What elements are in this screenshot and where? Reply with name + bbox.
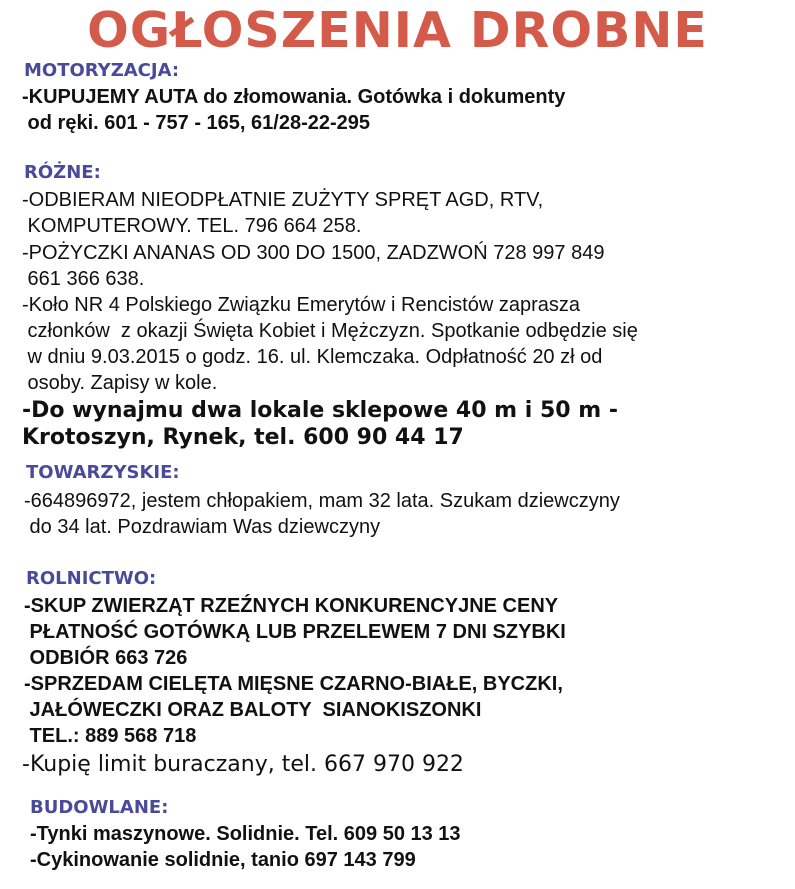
- ad-line: -664896972, jestem chłopakiem, mam 32 lata. Szukam dziewczyny: [24, 490, 620, 512]
- ad-line: -SPRZEDAM CIELĘTA MIĘSNE CZARNO-BIAŁE, BYCZKI,: [24, 673, 563, 695]
- ad-line: -KUPUJEMY AUTA do złomowania. Gotówka i dokumenty: [22, 86, 566, 108]
- section-heading-towarzyskie: TOWARZYSKIE:: [26, 462, 180, 483]
- ad-line: od ręki. 601 - 757 - 165, 61/28-22-295: [22, 112, 370, 134]
- ad-line: do 34 lat. Pozdrawiam Was dziewczyny: [24, 516, 381, 538]
- ad-line: TEL.: 889 568 718: [24, 725, 197, 747]
- ad-line: KOMPUTEROWY. TEL. 796 664 258.: [22, 215, 362, 237]
- ad-line: ODBIÓR 663 726: [24, 647, 188, 669]
- ad-line-highlight: -Do wynajmu dwa lokale sklepowe 40 m i 50 m -: [22, 398, 618, 423]
- page-title: OGŁOSZENIA DROBNE: [87, 2, 708, 59]
- ad-line: -POŻYCZKI ANANAS OD 300 DO 1500, ZADZWOŃ 728 997 849: [22, 242, 605, 264]
- ad-line: członków z okazji Święta Kobiet i Mężczyzn. Spotkanie odbędzie się: [22, 320, 638, 342]
- ad-line: osoby. Zapisy w kole.: [22, 372, 218, 394]
- ad-line: -Kupię limit buraczany, tel. 667 970 922: [22, 752, 464, 777]
- section-heading-budowlane: BUDOWLANE:: [30, 797, 169, 818]
- section-heading-rolnictwo: ROLNICTWO:: [26, 568, 157, 589]
- ad-line: -Koło NR 4 Polskiego Związku Emerytów i Rencistów zaprasza: [22, 294, 580, 316]
- ad-line: 661 366 638.: [22, 268, 145, 290]
- section-heading-rozne: RÓŻNE:: [24, 162, 101, 183]
- section-heading-motoryzacja: MOTORYZACJA:: [24, 60, 180, 81]
- ad-line: -Tynki maszynowe. Solidnie. Tel. 609 50 13 13: [30, 823, 461, 845]
- ad-line: w dniu 9.03.2015 o godz. 16. ul. Klemczaka. Odpłatność 20 zł od: [22, 346, 603, 368]
- ad-line-highlight: Krotoszyn, Rynek, tel. 600 90 44 17: [22, 425, 464, 450]
- ad-line: -ODBIERAM NIEODPŁATNIE ZUŻYTY SPRĘT AGD, RTV,: [22, 189, 544, 211]
- ad-line: -SKUP ZWIERZĄT RZEŹNYCH KONKURENCYJNE CENY: [24, 595, 559, 617]
- ad-line: -Cykinowanie solidnie, tanio 697 143 799: [30, 849, 416, 871]
- ad-line: JAŁÓWECZKI ORAZ BALOTY SIANOKISZONKI: [24, 699, 482, 721]
- ad-line: PŁATNOŚĆ GOTÓWKĄ LUB PRZELEWEM 7 DNI SZYBKI: [24, 621, 566, 643]
